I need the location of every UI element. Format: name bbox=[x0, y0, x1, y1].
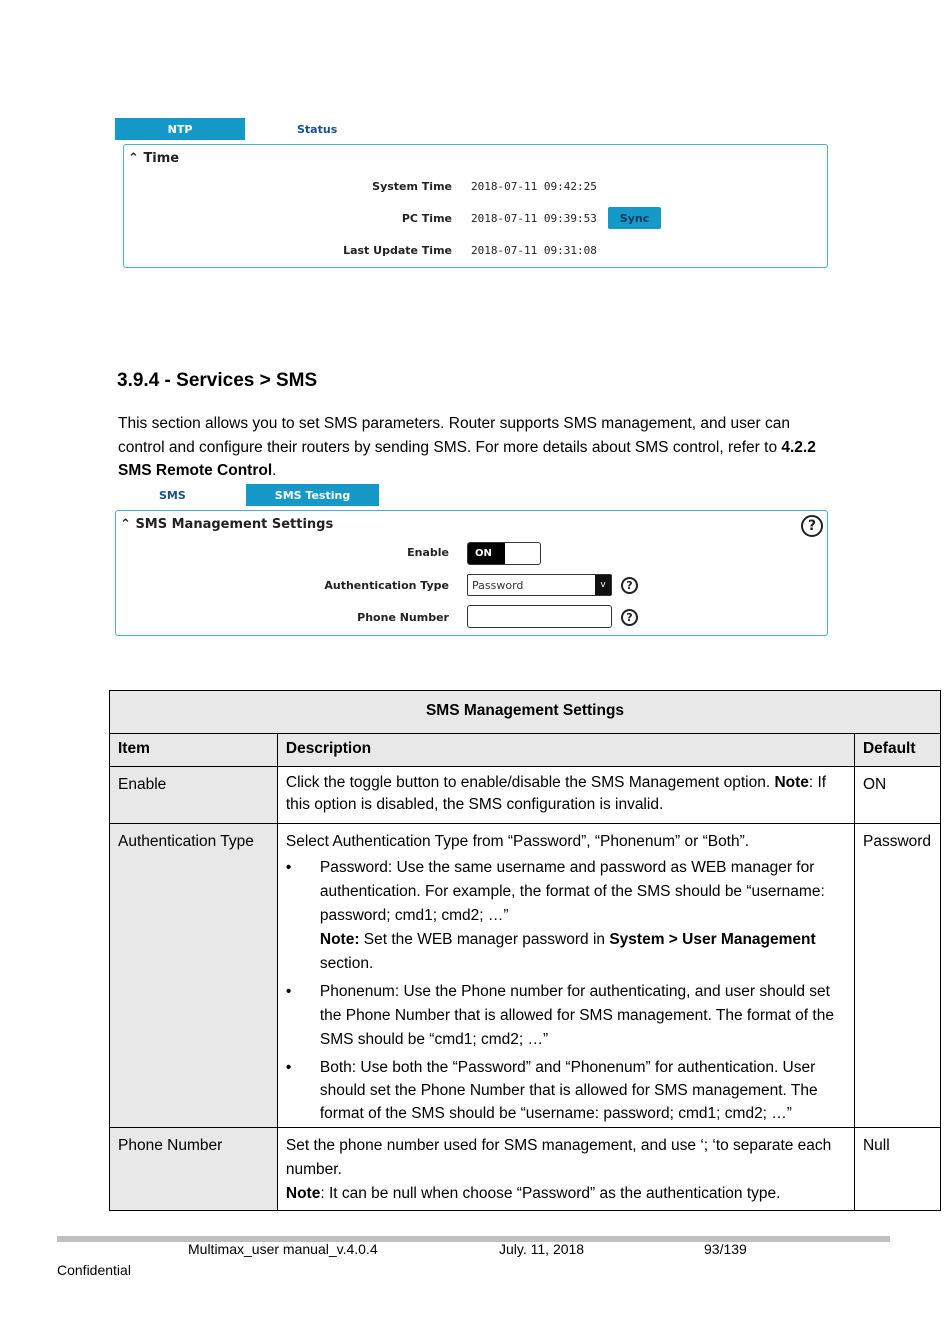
section-reference: 4.2.2 SMS Remote Control bbox=[118, 438, 816, 479]
table-row bbox=[110, 1128, 941, 1211]
table-row bbox=[110, 767, 941, 824]
header-description: Description bbox=[277, 734, 854, 767]
row-default: Null bbox=[854, 1128, 940, 1211]
row-description: Set the phone number used for SMS management, and use ‘; ‘to separate each number. Note: It can be null when choose “Password” as the authentication type. bbox=[277, 1128, 854, 1211]
sms-panel-title[interactable]: ⌃ SMS Management Settings bbox=[120, 517, 334, 532]
phone-number-input[interactable] bbox=[467, 605, 612, 628]
table-row bbox=[110, 824, 941, 1128]
footer-divider bbox=[57, 1236, 890, 1242]
last-update-time-label: Last Update Time bbox=[343, 244, 452, 257]
row-default: ON bbox=[854, 767, 940, 824]
sync-button[interactable]: Sync bbox=[608, 207, 661, 229]
pc-time-label: PC Time bbox=[401, 212, 452, 225]
enable-toggle[interactable] bbox=[467, 542, 541, 565]
chevron-up-icon: ⌃ bbox=[120, 517, 131, 532]
footer-confidential: Confidential bbox=[57, 1262, 131, 1278]
auth-type-options bbox=[286, 856, 846, 1125]
sms-settings-table bbox=[109, 690, 941, 1211]
auth-type-select[interactable]: Password v bbox=[467, 574, 612, 596]
time-panel bbox=[123, 144, 828, 268]
row-description: Click the toggle button to enable/disable the SMS Management option. Note: If this option is disabled, the SMS configuration is invalid. bbox=[277, 767, 854, 824]
tab-ntp[interactable]: NTP bbox=[115, 118, 245, 140]
pc-time-value: 2018-07-11 09:39:53 bbox=[471, 212, 597, 225]
row-item: Authentication Type bbox=[110, 824, 278, 1128]
tab-sms-testing[interactable]: SMS Testing bbox=[246, 484, 379, 506]
footer-doc-name: Multimax_user manual_v.4.0.4 bbox=[188, 1241, 378, 1257]
row-default: Password bbox=[854, 824, 940, 1128]
list-item: • Both: Use both the “Password” and “Phonenum” for authentication. User should set the Phone Number that is allowed for SMS management. The format of the SMS should be “username: password; cmd1; cmd2; …” bbox=[286, 1056, 846, 1125]
auth-type-help-icon[interactable]: ? bbox=[621, 577, 638, 594]
section-paragraph: This section allows you to set SMS parameters. Router supports SMS management, and user can control and configure their routers by sending SMS. For more details about SMS control, refer to 4.2.2 SMS Remote Control. bbox=[118, 415, 816, 479]
chevron-down-icon: v bbox=[595, 575, 611, 595]
help-icon[interactable]: ? bbox=[801, 515, 823, 537]
phone-number-label: Phone Number bbox=[357, 611, 449, 624]
row-item: Phone Number bbox=[110, 1128, 278, 1211]
list-item: • Phonenum: Use the Phone number for authenticating, and user should set the Phone Number that is allowed for SMS management. The format of the SMS should be “cmd1; cmd2; …” bbox=[286, 980, 846, 1052]
tab-status[interactable]: Status bbox=[297, 122, 338, 136]
section-heading: 3.9.4 - Services > SMS bbox=[117, 370, 318, 391]
table-caption-row bbox=[110, 691, 941, 734]
row-item: Enable bbox=[110, 767, 278, 824]
enable-label: Enable bbox=[407, 546, 449, 559]
chevron-up-icon: ⌃ bbox=[128, 151, 139, 166]
table-caption: SMS Management Settings bbox=[110, 691, 941, 734]
footer-date: July. 11, 2018 bbox=[499, 1241, 585, 1257]
table-header-row bbox=[110, 734, 941, 767]
row-description: Select Authentication Type from “Password”, “Phonenum” or “Both”. • Password: Use the same username and password as WEB manager for authentication. For example, the format of the SMS should be “username: password; cmd1; cmd2; …” Note: Set the WEB manager password in System > User Management section. • Phonenum: Use the Phone number for authenticating, and user should set the Phone Number that is allowed for SMS management. The format of the SMS should be “cmd1; cmd2; …” • Both: Use both the “Password” and “Phonenum” for authentication. User should set the Phone Number that is allowed for SMS management. The format of the SMS should be “username: password; cmd1; cmd2; …” bbox=[277, 824, 854, 1128]
last-update-time-value: 2018-07-11 09:31:08 bbox=[471, 244, 597, 257]
time-panel-title[interactable]: ⌃ Time bbox=[128, 151, 180, 166]
header-item: Item bbox=[110, 734, 278, 767]
header-default: Default bbox=[854, 734, 940, 767]
list-item: • Password: Use the same username and password as WEB manager for authentication. For example, the format of the SMS should be “username: password; cmd1; cmd2; …” Note: Set the WEB manager password in System > User Management section. bbox=[286, 856, 846, 976]
phone-number-help-icon[interactable]: ? bbox=[621, 609, 638, 626]
system-time-value: 2018-07-11 09:42:25 bbox=[471, 180, 597, 193]
system-time-label: System Time bbox=[372, 180, 452, 193]
footer-page-number: 93/139 bbox=[704, 1241, 747, 1257]
tab-sms[interactable]: SMS bbox=[159, 488, 186, 502]
auth-type-label: Authentication Type bbox=[324, 579, 449, 592]
toggle-on-state: ON bbox=[468, 543, 505, 564]
sms-management-panel bbox=[115, 510, 828, 636]
